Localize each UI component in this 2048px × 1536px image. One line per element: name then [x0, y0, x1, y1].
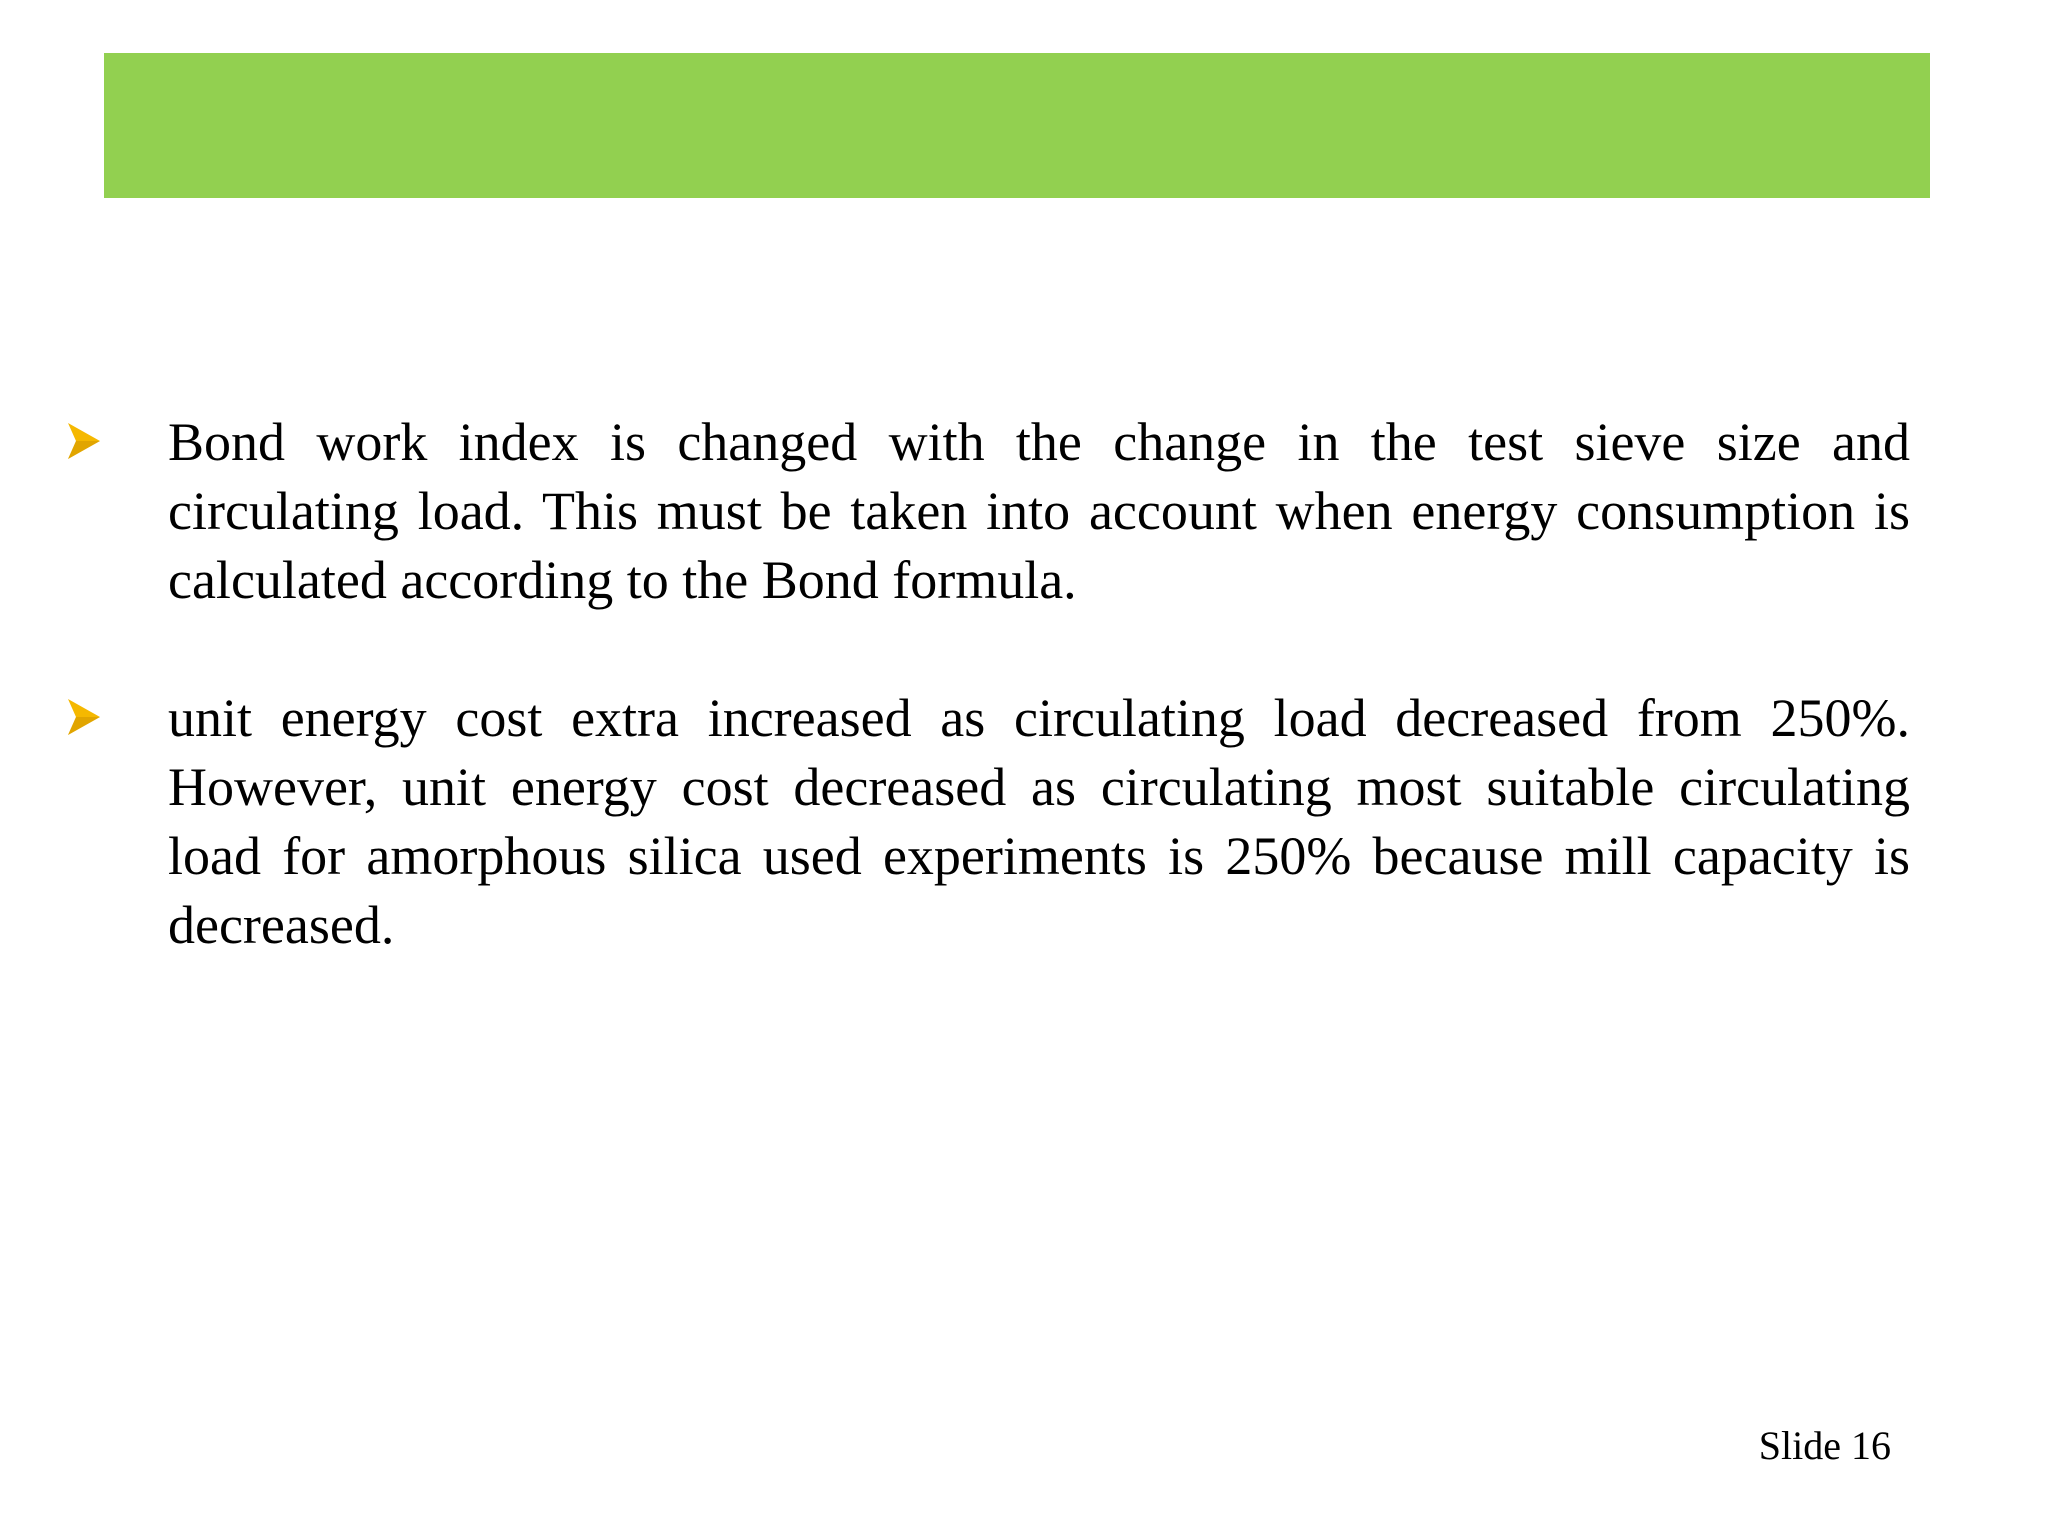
slide-number: Slide 16 — [1758, 1423, 1891, 1468]
arrowhead-bullet-icon — [66, 421, 102, 461]
arrowhead-bullet-icon — [66, 697, 102, 737]
bullet-text: Bond work index is changed with the change in the test sieve size and circulating load. This must be taken into account when energy consumption is calculated according to the Bond formula. — [168, 412, 1910, 610]
title-bar — [104, 53, 1930, 198]
bullet-item — [60, 684, 1910, 960]
bullet-item — [60, 408, 1910, 615]
bullet-list — [60, 408, 1910, 1029]
bullet-text: unit energy cost extra increased as circulating load decreased from 250%. However, unit energy cost decreased as circulating most suitable circulating load for amorphous silica used experiments is 250% because mill capacity is decreased. — [168, 688, 1910, 955]
